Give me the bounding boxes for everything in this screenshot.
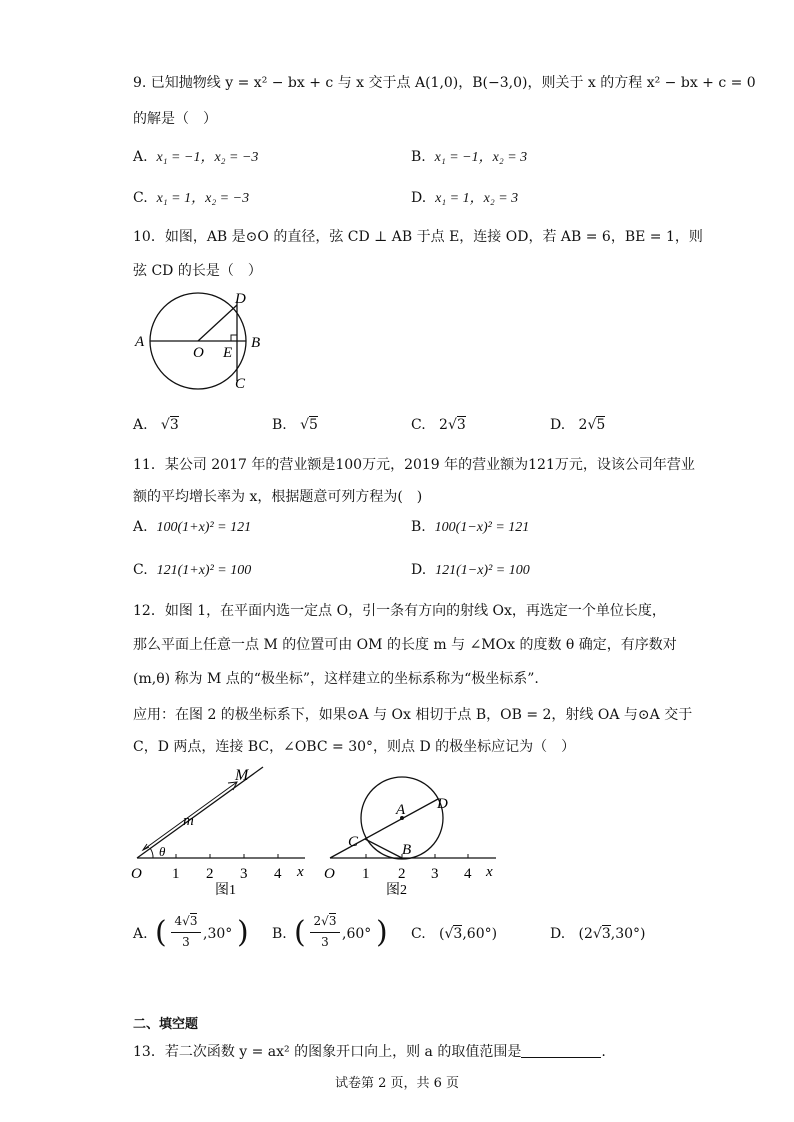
q12-stem-line5: C，D 两点，连接 BC，∠OBC = 30°，则点 D 的极坐标应记为（ ） <box>133 739 576 755</box>
label-o: O <box>131 866 142 882</box>
tick-label-1: 1 <box>172 866 180 882</box>
label-a: A <box>396 802 406 818</box>
q9-option-a: A. x₁ = −1，x₂ = −3 <box>133 149 259 165</box>
q11-stem-line1: 11．某公司 2017 年的营业额是100万元，2019 年的营业额为121万元，设该公司年营业 <box>133 457 695 473</box>
label-c: C <box>235 376 246 392</box>
label-m-point: M <box>235 767 249 784</box>
label-a: A <box>135 334 145 350</box>
q12-option-d: D. (2√3,30°) <box>550 926 646 942</box>
q11-option-a: A. 100(1+x)² = 121 <box>133 519 252 535</box>
q10-option-d: D. 2√5 <box>550 417 606 433</box>
q10-circle-figure <box>125 285 275 400</box>
q9-option-c: C. x₁ = 1，x₂ = −3 <box>133 190 250 206</box>
figure-2-caption: 图2 <box>386 883 407 898</box>
section-heading-fill-in: 二、填空题 <box>133 1017 199 1032</box>
page-footer: 试卷第 2 页，共 6 页 <box>334 1076 460 1091</box>
q13-stem: 13．若二次函数 y = ax² 的图象开口向上，则 a 的取值范围是 . <box>133 1044 606 1060</box>
q11-stem-line2: 额的平均增长率为 x，根据题意可列方程为( ) <box>133 489 423 505</box>
q10-option-b: B. √5 <box>272 417 318 433</box>
tick-label-3: 3 <box>240 866 248 882</box>
q12-stem-line2: 那么平面上任意一点 M 的位置可由 OM 的长度 m 与 ∠MOx 的度数 θ 确定，有序数对 <box>133 637 677 653</box>
q12-stem-line1: 12．如图 1，在平面内选一定点 O，引一条有方向的射线 Ox，再选定一个单位长度， <box>133 603 666 619</box>
q12-stem-line4: 应用：在图 2 的极坐标系下，如果⊙A 与 Ox 相切于点 B，OB = 2，射线 OA 与⊙A 交于 <box>133 707 693 723</box>
label-b: B <box>402 842 412 858</box>
q12-figure-2 <box>318 762 508 902</box>
q9-stem-line2: 的解是（ ） <box>133 111 217 127</box>
label-theta: θ <box>159 844 166 859</box>
figure-1-caption: 图1 <box>215 883 236 898</box>
arrow-head-o <box>143 844 149 850</box>
label-m-length: m <box>183 813 194 829</box>
q12-figure-1 <box>125 762 315 902</box>
tick-label-1: 1 <box>362 866 370 882</box>
label-o: O <box>193 345 204 361</box>
q9-option-d: D. x₁ = 1，x₂ = 3 <box>411 190 519 206</box>
q12-stem-line3: (m,θ) 称为 M 点的“极坐标”，这样建立的坐标系称为“极坐标系”. <box>133 671 539 687</box>
tick-label-4: 4 <box>464 866 472 882</box>
q12-option-c: C. (√3,60°) <box>411 926 498 942</box>
label-x: x <box>297 864 304 880</box>
q10-option-c: C. 2√3 <box>411 417 466 433</box>
label-d: D <box>235 291 246 307</box>
label-d: D <box>437 796 448 812</box>
tick-label-4: 4 <box>274 866 282 882</box>
q11-option-d: D. 121(1−x)² = 100 <box>411 562 530 578</box>
label-o: O <box>324 866 335 882</box>
q9-option-b: B. x₁ = −1，x₂ = 3 <box>411 149 528 165</box>
tick-label-3: 3 <box>431 866 439 882</box>
q11-option-c: C. 121(1+x)² = 100 <box>133 562 252 578</box>
q11-option-b: B. 100(1−x)² = 121 <box>411 519 530 535</box>
tick-label-2: 2 <box>398 866 406 882</box>
label-x: x <box>486 864 493 880</box>
q9-stem-line1: 9. 已知抛物线 y = x² − bx + c 与 x 交于点 A(1,0)，B(−3,0)，则关于 x 的方程 x² − bx + c = 0 <box>133 75 756 91</box>
label-c: C <box>348 834 359 850</box>
q10-stem-line2: 弦 CD 的长是（ ） <box>133 263 262 279</box>
angle-arc-theta <box>150 848 153 858</box>
label-e: E <box>223 345 233 361</box>
q10-stem-line1: 10．如图，AB 是⊙O 的直径，弦 CD ⊥ AB 于点 E，连接 OD，若 AB = 6，BE = 1，则 <box>133 229 703 245</box>
label-b: B <box>251 335 261 351</box>
tick-label-2: 2 <box>206 866 214 882</box>
q13-answer-blank[interactable] <box>521 1043 601 1058</box>
q10-option-a: A. √3 <box>133 417 179 433</box>
right-angle-mark <box>231 335 237 341</box>
